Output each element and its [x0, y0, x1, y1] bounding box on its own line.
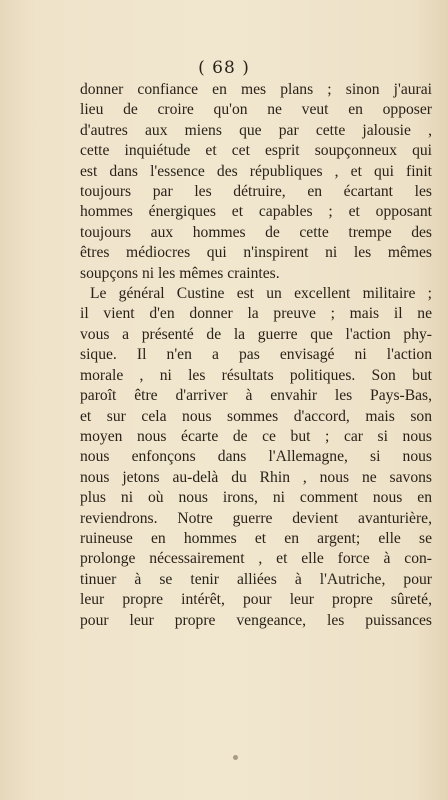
text-line: êtres médiocres qui n'inspirent ni les mêmes	[80, 244, 432, 262]
ink-spot	[233, 755, 238, 760]
text-line: leur propre intérêt, pour leur propre sûreté,	[80, 591, 432, 609]
text-line: tinuer à se tenir alliées à l'Autriche, pour	[80, 570, 432, 588]
text-line: morale , ni les résultats politiques. Son but	[80, 366, 432, 384]
paragraph	[80, 284, 432, 631]
text-line: et sur cela nous sommes d'accord, mais son	[80, 407, 432, 425]
text-line: il vient d'en donner la preuve ; mais il ne	[80, 305, 432, 323]
text-line: nous enfonçons dans l'Allemagne, si nous	[80, 448, 432, 466]
text-line: pour leur propre vengeance, les puissances	[80, 611, 432, 629]
text-line: donner confiance en mes plans ; sinon j'aurai	[80, 81, 432, 98]
text-line: toujours par les détruire, en écartant les	[80, 183, 432, 201]
text-line: vous a présenté de la guerre que l'action phy-	[80, 325, 432, 343]
text-line: est dans l'essence des républiques , et qui finit	[80, 162, 432, 180]
text-line: moyen nous écarte de ce but ; car si nous	[80, 427, 432, 445]
text-line: hommes énergiques et capables ; et opposant	[80, 203, 432, 221]
text-line: sique. Il n'en a pas envisagé ni l'action	[80, 346, 432, 364]
text-line: lieu de croire qu'on ne veut en opposer	[80, 101, 432, 119]
text-line: toujours aux hommes de cette trempe des	[80, 223, 432, 241]
text-line: plus ni où nous irons, ni comment nous en	[80, 489, 432, 507]
text-line: Le général Custine est un excellent militaire ;	[90, 285, 432, 303]
body-text	[80, 80, 432, 631]
text-line: prolonge nécessairement , et elle force à con-	[80, 550, 432, 568]
text-line: ruineuse en hommes et en argent; elle se	[80, 529, 432, 547]
text-line: soupçons ni les mêmes craintes.	[80, 264, 280, 282]
page-number: ( 68 )	[198, 58, 250, 78]
text-line: reviendrons. Notre guerre devient avanturière,	[80, 509, 432, 527]
text-line: nous jetons au-delà du Rhin , nous ne savons	[80, 468, 432, 486]
paragraph	[80, 80, 432, 284]
text-line: cette inquiétude et cet esprit soupçonneux qui	[80, 142, 432, 160]
text-line: d'autres aux miens que par cette jalousie ,	[80, 121, 432, 139]
text-line: paroît être d'arriver à envahir les Pays-Bas,	[80, 387, 432, 405]
